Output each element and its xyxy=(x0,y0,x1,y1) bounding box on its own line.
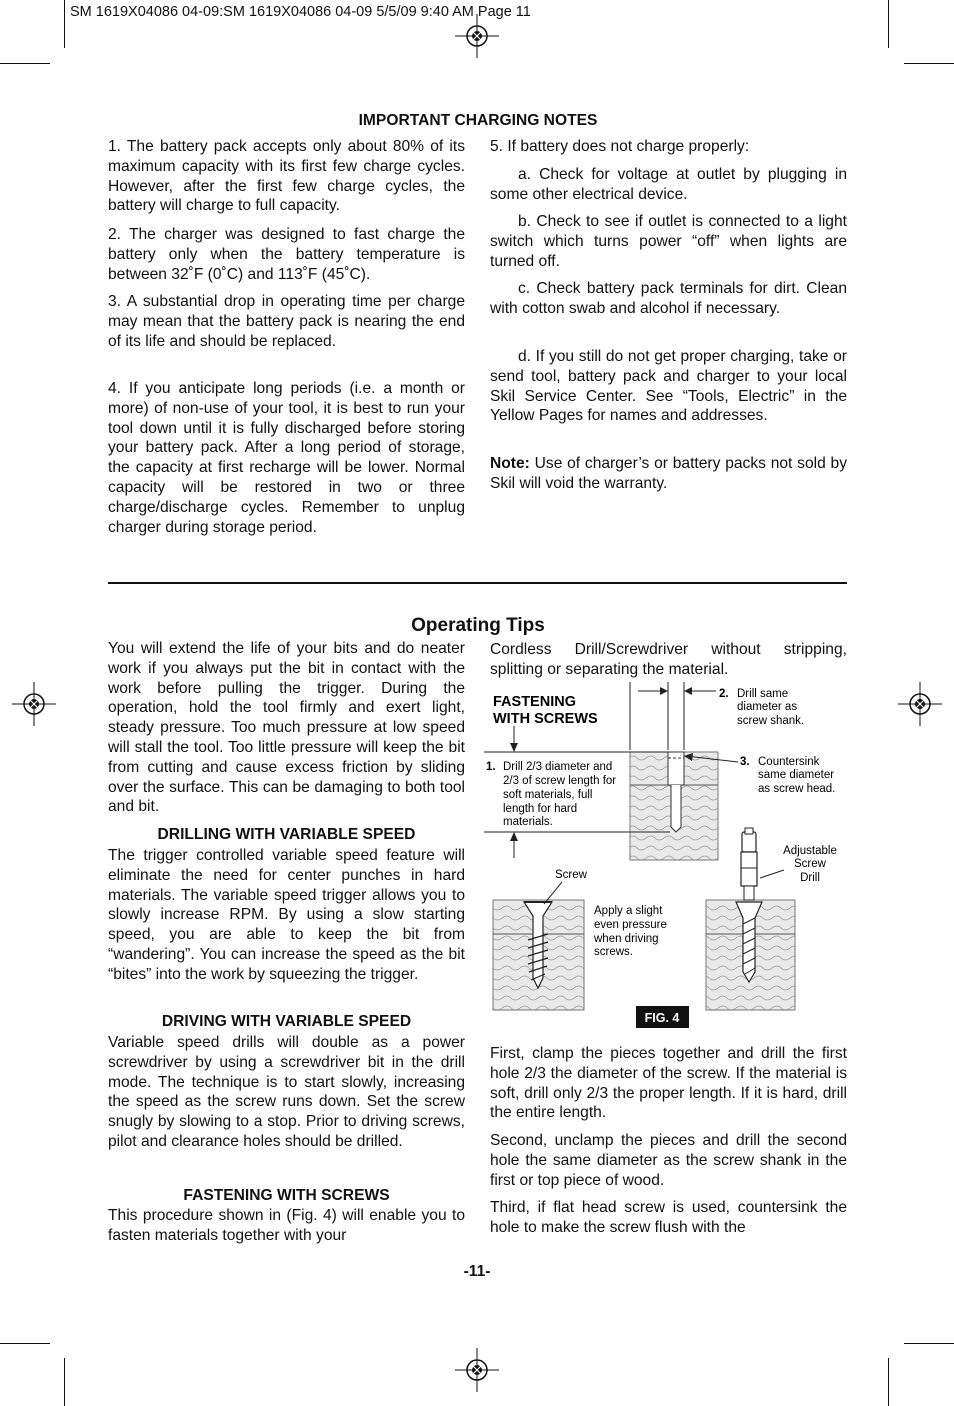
label3-number: 3. xyxy=(740,756,750,768)
crop-mark xyxy=(888,1358,889,1406)
charging-note-5a: a. Check for voltage at outlet by plugging in some other electrical device. xyxy=(490,166,847,203)
registration-mark-icon xyxy=(898,682,942,726)
label1-line: materials. xyxy=(503,816,553,828)
print-slug: SM 1619X04086 04-09:SM 1619X04086 04-09 5/5/09 9:40 AM Page 11 xyxy=(70,4,531,20)
step-third: Third, if flat head screw is used, countersink the hole to make the screw flush with the xyxy=(490,1199,847,1236)
registration-mark-icon xyxy=(12,682,56,726)
charging-note-4: 4. If you anticipate long periods (i.e. a month or more) of non-use of your tool, it is best to run your tool down until it is fully discharged before storing your battery pack. After a long period of storage, the capacity at first recharge will be lower. Normal capacity will be restored in two or three charge/discharge cycles. Remember to unplug charger during storage period. xyxy=(108,380,465,536)
charging-note-5b: b. Check to see if outlet is connected to a light switch which turns power “off” when lights are turned off. xyxy=(490,213,847,270)
label1-line: length for hard xyxy=(503,803,578,815)
adjustable-line: Drill xyxy=(800,872,820,884)
section-divider xyxy=(108,582,847,584)
apply-line: even pressure xyxy=(594,919,667,931)
crop-mark xyxy=(888,0,889,48)
label2-number: 2. xyxy=(719,688,729,700)
page-number: -11- xyxy=(463,1263,491,1280)
drill-collar xyxy=(741,852,757,886)
charging-note-3: 3. A substantial drop in operating time per charge may mean that the battery pack is nearing the end of its life and should be replaced. xyxy=(108,293,465,350)
label2-line: Drill same xyxy=(737,688,789,700)
drill-chuck xyxy=(742,832,756,852)
crop-mark xyxy=(64,0,65,48)
charging-note-5d: d. If you still do not get proper charging, take or send tool, battery pack and charger to your local Skil Service Center. See “Tools, Electric” in the Yellow Pages for names and addresses. xyxy=(490,348,847,425)
crop-mark xyxy=(0,1343,50,1344)
driving-title: DRIVING WITH VARIABLE SPEED xyxy=(161,1013,412,1030)
apply-line: when driving xyxy=(594,933,659,945)
shank-hole xyxy=(668,752,684,785)
operating-tips-title: Operating Tips xyxy=(411,615,545,636)
operating-right-continuation: Cordless Drill/Screwdriver without stripping, splitting or separating the material. xyxy=(490,641,847,678)
crop-mark xyxy=(64,1358,65,1406)
adjustable-line: Screw xyxy=(794,858,826,870)
label3-line: Countersink xyxy=(758,756,820,768)
driving-text: Variable speed drills will double as a power screwdriver by using a screwdriver bit in the drill mode. The technique is to start slowly, increasing the speed as the screw runs down. Set the screw snugly by slowing to a stop. Prior to driving screws, pilot and clearance holes should be drilled. xyxy=(108,1034,465,1150)
apply-line: screws. xyxy=(594,946,633,958)
step-second: Second, unclamp the pieces and drill the second hole the same diameter as the screw shank in the first or top piece of wood. xyxy=(490,1132,847,1189)
adjustable-line: Adjustable xyxy=(783,845,837,857)
label1-number: 1. xyxy=(486,761,496,773)
charging-note-2: 2. The charger was designed to fast charge the battery only when the battery temperature is between 32˚F (0˚C) and 113˚F (45˚C). xyxy=(108,226,465,283)
charging-note-5c: c. Check battery pack terminals for dirt. Clean with cotton swab and alcohol if necessary. xyxy=(490,280,847,317)
label1-line: 2/3 of screw length for xyxy=(503,775,617,787)
charging-note-1: 1. The battery pack accepts only about 80% of its maximum capacity with its first few charge cycles. However, after the first few charge cycles, the battery will charge to full capacity. xyxy=(108,138,465,215)
fastening-text: This procedure shown in (Fig. 4) will enable you to fasten materials together with your xyxy=(108,1207,465,1244)
note-text: Use of charger’s or battery packs not sold by Skil will void the warranty. xyxy=(490,455,847,492)
registration-mark-icon xyxy=(455,14,499,58)
label3-line: same diameter xyxy=(758,769,835,781)
label1-line: Drill 2/3 diameter and xyxy=(503,761,613,773)
fig-heading-line2: WITH SCREWS xyxy=(493,711,598,727)
label1-line: soft materials, full xyxy=(503,789,593,801)
label2-line: diameter as xyxy=(737,701,798,713)
label2-line: screw shank. xyxy=(737,715,805,727)
charging-notes-title: IMPORTANT CHARGING NOTES xyxy=(358,112,598,129)
fastening-title: FASTENING WITH SCREWS xyxy=(183,1187,390,1204)
crop-mark xyxy=(0,63,50,64)
apply-line: Apply a slight xyxy=(594,905,663,917)
step-first: First, clamp the pieces together and drill the first hole 2/3 the diameter of the screw. If the material is soft, drill only 2/3 the proper length. If it is hard, drill the entire length. xyxy=(490,1045,847,1122)
fig-tag: FIG. 4 xyxy=(644,1011,680,1025)
note-label: Note: xyxy=(490,455,530,472)
registration-mark-icon xyxy=(455,1348,499,1392)
charging-note-5: 5. If battery does not charge properly: xyxy=(490,138,750,155)
drilling-text: The trigger controlled variable speed feature will eliminate the need for center punches in hard materials. The variable speed trigger allows you to slowly increase RPM. By using a slow starting speed, you are able to keep the bit from “wandering”. You can increase the speed as the bit “bites” into the work by squeezing the trigger. xyxy=(108,847,465,983)
fastening-figure xyxy=(484,682,854,1032)
screw-label: Screw xyxy=(555,869,587,881)
pilot-hole xyxy=(671,785,681,832)
label3-line: as screw head. xyxy=(758,783,836,795)
crop-mark xyxy=(904,63,954,64)
crop-mark xyxy=(904,1343,954,1344)
fig-heading-line1: FASTENING xyxy=(493,694,576,710)
warranty-note xyxy=(490,454,847,494)
drilling-title: DRILLING WITH VARIABLE SPEED xyxy=(157,826,416,843)
operating-intro: You will extend the life of your bits and do neater work if you always put the bit in contact with the work before pulling the trigger. During the operation, hold the tool firmly and exert light, steady pressure. Too much pressure at low speed will stall the tool. Too little pressure will keep the bit from cutting and cause excess friction by sliding over the surface. This can be damaging to both tool and bit. xyxy=(108,640,465,816)
